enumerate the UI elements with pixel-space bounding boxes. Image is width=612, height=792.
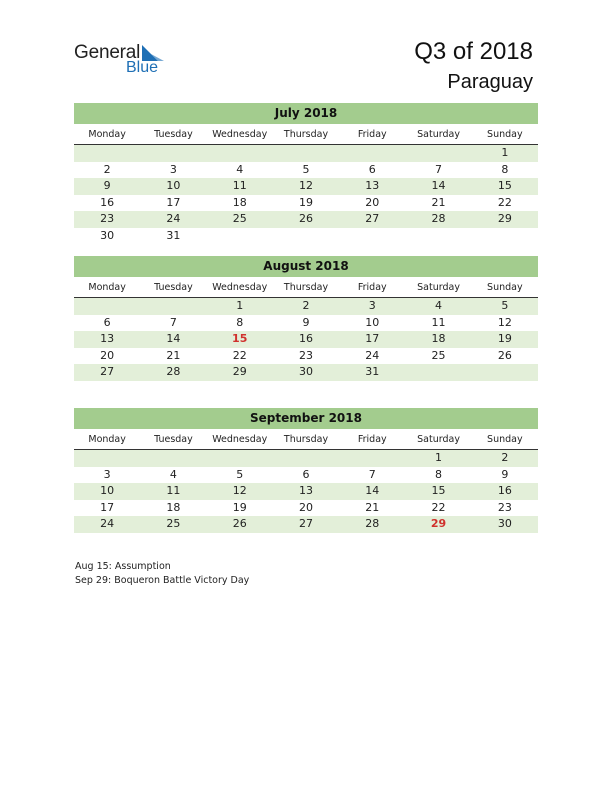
day-cell: 27 [100, 365, 115, 378]
day-cell [140, 145, 206, 162]
month-header: September 2018 [74, 408, 538, 429]
weekday-label: Thursday [283, 129, 329, 140]
day-cell [74, 450, 140, 467]
weekday-header-row [74, 279, 538, 298]
day-cell: 31 [365, 365, 380, 378]
day-cell [273, 228, 339, 245]
weekday-label: Monday [88, 434, 126, 445]
country-name: Paraguay [447, 71, 533, 93]
day-cell: 25 [232, 212, 247, 225]
day-cell: 15 [232, 332, 248, 345]
day-cell: 9 [501, 467, 509, 481]
day-cell: 6 [368, 162, 376, 176]
day-cell: 11 [232, 179, 247, 192]
day-cell: 10 [166, 179, 181, 192]
day-cell: 1 [435, 451, 443, 464]
weekday-label: Tuesday [154, 434, 193, 445]
day-cell: 6 [103, 315, 111, 329]
weekday-header-row [74, 126, 538, 145]
day-cell: 17 [166, 195, 181, 209]
day-cell: 16 [298, 332, 313, 345]
day-cell [339, 450, 405, 467]
day-cell: 19 [497, 332, 512, 345]
day-cell [472, 228, 538, 245]
day-cell [273, 450, 339, 467]
week-row [74, 162, 538, 179]
day-cell: 3 [368, 299, 376, 312]
day-cell: 22 [497, 195, 512, 209]
day-cell: 17 [365, 332, 380, 345]
holiday-notes [75, 560, 249, 587]
day-cell [405, 228, 471, 245]
day-cell: 12 [497, 315, 512, 329]
day-cell: 16 [100, 195, 115, 209]
weekday-label: Thursday [283, 434, 329, 445]
weekday-label: Sunday [487, 129, 523, 140]
day-cell: 18 [232, 195, 247, 209]
day-cell: 19 [298, 195, 313, 209]
day-cell [140, 450, 206, 467]
day-cell: 2 [103, 162, 111, 176]
day-cell: 28 [166, 365, 181, 378]
week-row [74, 348, 538, 365]
day-cell [74, 298, 140, 315]
day-cell: 23 [100, 212, 115, 225]
day-cell: 9 [103, 179, 111, 192]
holiday-note: Sep 29: Boqueron Battle Victory Day [75, 574, 250, 586]
day-cell: 20 [365, 195, 380, 209]
page-title: Q3 of 2018 [414, 38, 533, 65]
day-cell: 5 [236, 467, 244, 481]
weekday-label: Monday [88, 282, 126, 293]
day-cell: 7 [169, 315, 177, 329]
day-cell: 15 [431, 484, 446, 497]
day-cell: 4 [435, 299, 443, 312]
day-cell: 15 [497, 179, 512, 192]
day-cell [140, 298, 206, 315]
day-cell: 25 [431, 348, 446, 362]
weekday-label: Sunday [487, 282, 523, 293]
day-cell: 30 [497, 517, 512, 530]
week-row [74, 195, 538, 212]
weekday-label: Saturday [417, 434, 460, 445]
month-calendar [74, 103, 538, 244]
month-header: August 2018 [74, 256, 538, 277]
logo-text-general: General [74, 42, 141, 63]
day-cell: 11 [431, 315, 446, 329]
day-cell [207, 145, 273, 162]
weekday-label: Tuesday [154, 129, 193, 140]
day-cell: 22 [232, 348, 247, 362]
day-cell: 26 [232, 517, 247, 530]
week-row [74, 450, 538, 467]
day-cell: 12 [232, 484, 247, 497]
weekday-label: Wednesday [212, 129, 268, 140]
day-cell: 29 [497, 212, 512, 225]
day-cell: 20 [100, 348, 115, 362]
day-cell: 8 [501, 162, 509, 176]
day-cell: 24 [166, 212, 181, 225]
day-cell: 13 [298, 484, 313, 497]
day-cell: 2 [302, 299, 310, 312]
weekday-label: Wednesday [212, 282, 268, 293]
weekday-label: Monday [88, 129, 126, 140]
day-cell: 2 [501, 451, 509, 464]
weekday-label: Friday [357, 129, 387, 140]
day-cell: 14 [166, 332, 181, 345]
week-row [74, 315, 538, 332]
day-cell: 19 [232, 500, 247, 514]
week-row [74, 228, 538, 245]
day-cell: 24 [365, 348, 380, 362]
weekday-label: Tuesday [154, 282, 193, 293]
day-cell: 8 [236, 315, 244, 329]
day-cell: 20 [298, 500, 313, 514]
day-cell [74, 145, 140, 162]
day-cell: 16 [497, 484, 512, 497]
month-header: July 2018 [74, 103, 538, 124]
day-cell [207, 450, 273, 467]
day-cell: 24 [100, 517, 115, 530]
weekday-label: Friday [357, 282, 387, 293]
weekday-label: Friday [357, 434, 387, 445]
day-cell: 28 [431, 212, 446, 225]
day-cell: 27 [298, 517, 313, 530]
day-cell: 28 [365, 517, 380, 530]
day-cell: 18 [166, 500, 181, 514]
day-cell: 26 [298, 212, 313, 225]
day-cell: 11 [166, 484, 181, 497]
weekday-label: Sunday [487, 434, 523, 445]
day-cell: 10 [100, 484, 115, 497]
logo-text-blue: Blue [126, 59, 159, 76]
week-row [74, 516, 538, 533]
weekday-label: Saturday [417, 282, 460, 293]
day-cell: 3 [169, 162, 177, 176]
week-row [74, 364, 538, 381]
day-cell: 7 [435, 162, 443, 176]
day-cell [339, 228, 405, 245]
day-cell: 23 [497, 500, 512, 514]
week-row [74, 500, 538, 517]
day-cell: 29 [232, 365, 247, 378]
day-cell [207, 228, 273, 245]
day-cell: 13 [365, 179, 380, 192]
day-cell [273, 145, 339, 162]
day-cell [405, 145, 471, 162]
day-cell: 18 [431, 332, 446, 345]
week-row [74, 145, 538, 162]
month-calendar [74, 256, 538, 381]
day-cell: 27 [365, 212, 380, 225]
day-cell: 25 [166, 517, 181, 530]
day-cell: 10 [365, 315, 380, 329]
day-cell: 7 [368, 467, 376, 481]
day-cell: 30 [298, 365, 313, 378]
weekday-header-row [74, 431, 538, 450]
holiday-note: Aug 15: Assumption [75, 561, 171, 572]
week-row [74, 331, 538, 348]
week-row [74, 483, 538, 500]
day-cell: 31 [166, 228, 181, 242]
week-row [74, 298, 538, 315]
day-cell: 4 [169, 467, 177, 481]
day-cell: 1 [501, 146, 509, 159]
weekday-label: Saturday [417, 129, 460, 140]
day-cell: 6 [302, 467, 310, 481]
day-cell [472, 364, 538, 381]
day-cell: 29 [430, 517, 447, 530]
day-cell: 12 [298, 179, 313, 192]
day-cell: 17 [100, 500, 115, 514]
day-cell: 3 [103, 467, 111, 481]
day-cell: 5 [302, 162, 310, 176]
day-cell: 14 [365, 484, 380, 497]
day-cell: 22 [431, 500, 446, 514]
day-cell [405, 364, 471, 381]
week-row [74, 467, 538, 484]
day-cell: 14 [431, 179, 446, 192]
day-cell: 1 [236, 299, 244, 312]
day-cell: 21 [365, 500, 380, 514]
weekday-label: Thursday [283, 282, 329, 293]
generalblue-logo [74, 42, 184, 78]
day-cell: 26 [497, 348, 512, 362]
day-cell: 4 [236, 162, 244, 176]
day-cell: 13 [100, 332, 115, 345]
day-cell: 9 [302, 315, 310, 329]
day-cell: 5 [501, 299, 509, 312]
day-cell: 23 [298, 348, 313, 362]
week-row [74, 211, 538, 228]
day-cell: 30 [100, 228, 115, 242]
month-calendar [74, 408, 538, 533]
weekday-label: Wednesday [212, 434, 268, 445]
day-cell: 21 [166, 348, 181, 362]
day-cell [339, 145, 405, 162]
day-cell: 8 [435, 467, 443, 481]
week-row [74, 178, 538, 195]
day-cell: 21 [431, 195, 446, 209]
